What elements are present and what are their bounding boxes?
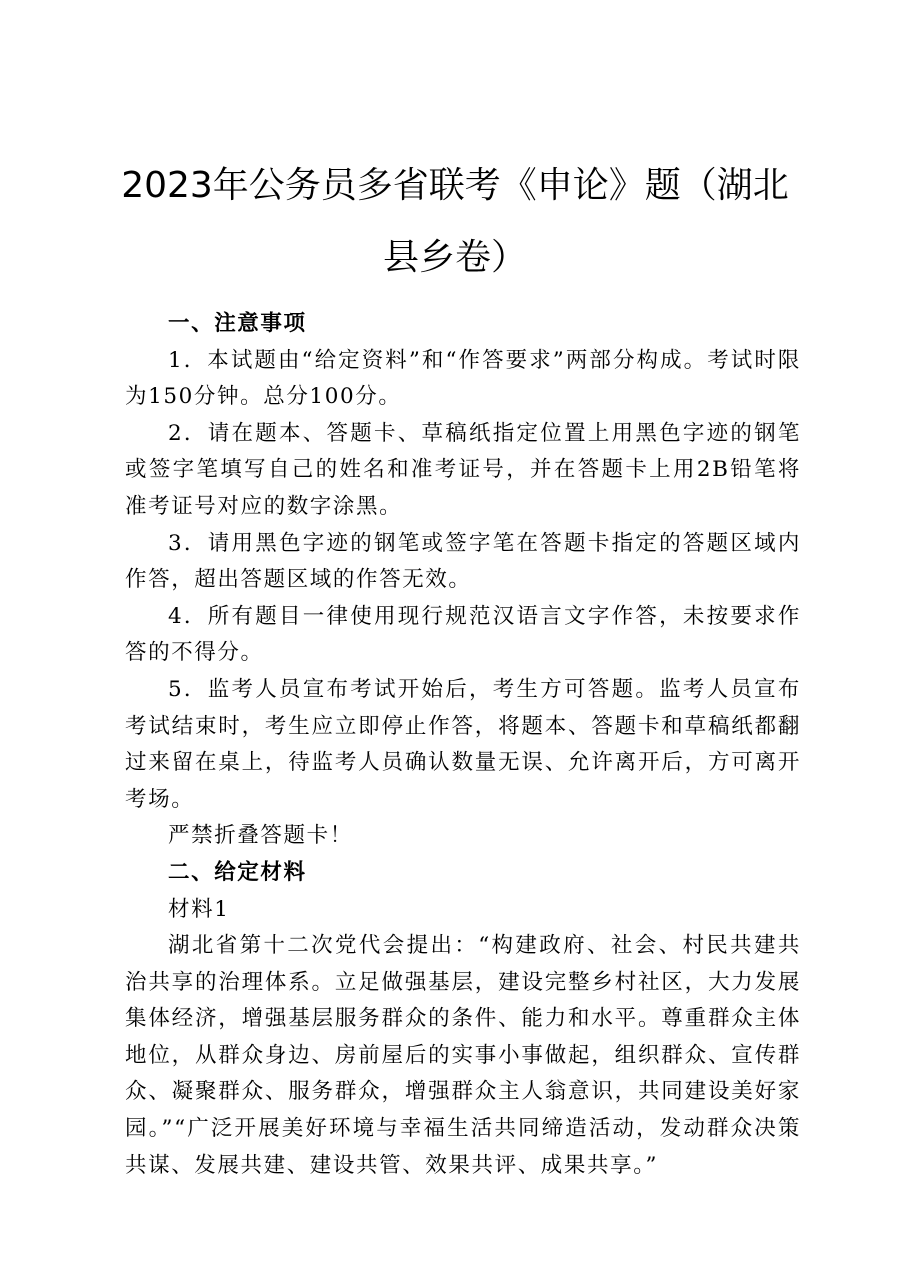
material-paragraph: 湖北省第十二次党代会提出：“构建政府、社会、村民共建共治共享的治理体系。立足做强基层，建设完整乡村社区，大力发展集体经济，增强基层服务群众的条件、能力和水平。尊重群众主体地位，从群众身边、房前屋后的实事小事做起，组织群众、宣传群众、凝聚群众、服务群众，增强群众主人翁意识，共同建设美好家园。”“广泛开展美好环境与幸福生活共同缔造活动，发动群众决策共谋、发展共建、建设共管、效果共评、成果共享。” bbox=[125, 933, 801, 1178]
section-notes bbox=[125, 306, 801, 855]
material-label: 材料1 bbox=[168, 896, 230, 922]
notes-item-1: 1．本试题由“给定资料”和“作答要求”两部分构成。考试时限为150分钟。总分100分。 bbox=[125, 347, 801, 410]
document-body bbox=[125, 306, 801, 1184]
section-heading-materials: 二、给定材料 bbox=[168, 859, 307, 885]
document-title: 2023年公务员多省联考《申论》题（湖北县乡卷） bbox=[121, 165, 789, 278]
section-heading-notes: 一、注意事项 bbox=[168, 311, 307, 336]
notes-item-3: 3．请用黑色字迹的钢笔或签字笔在答题卡指定的答题区域内作答，超出答题区域的作答无效。 bbox=[125, 530, 801, 593]
notes-warning: 严禁折叠答题卡！ bbox=[168, 823, 353, 849]
notes-item-5: 5．监考人员宣布考试开始后，考生方可答题。监考人员宣布考试结束时，考生应立即停止作答，将题本、答题卡和草稿纸都翻过来留在桌上，待监考人员确认数量无误、允许离开后，方可离开考场。 bbox=[125, 676, 801, 812]
notes-item-4: 4．所有题目一律使用现行规范汉语言文字作答，未按要求作答的不得分。 bbox=[125, 603, 801, 666]
notes-item-2: 2．请在题本、答题卡、草稿纸指定位置上用黑色字迹的钢笔或签字笔填写自己的姓名和准考证号，并在答题卡上用2B铅笔将准考证号对应的数字涂黑。 bbox=[125, 420, 801, 519]
section-materials bbox=[125, 855, 801, 1184]
